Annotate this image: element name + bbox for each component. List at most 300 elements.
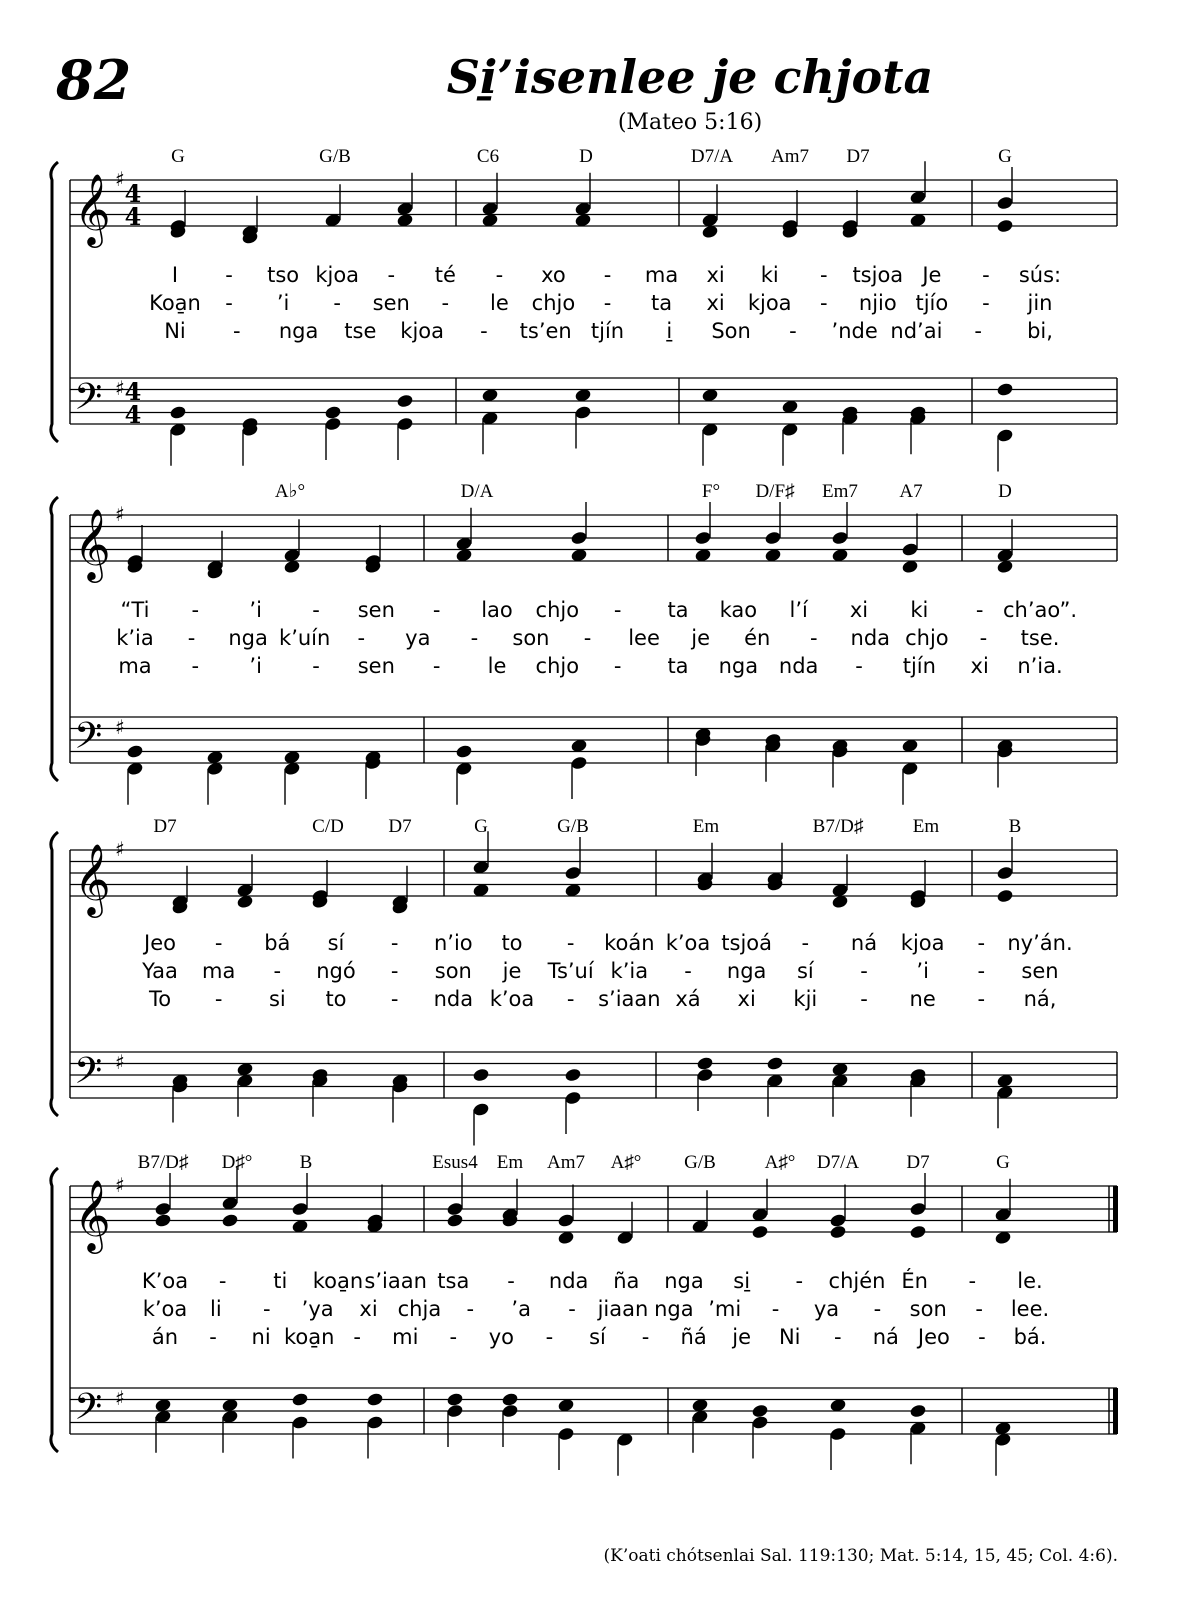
lyric-syllable: nga xyxy=(654,1297,694,1321)
bass-notehead xyxy=(564,1067,582,1082)
system-bracket xyxy=(51,162,58,442)
lyric-syllable: - xyxy=(975,1297,983,1321)
treble-notehead xyxy=(909,1201,927,1216)
lyric-syllable: - xyxy=(214,931,223,955)
bass-notehead xyxy=(564,1090,582,1105)
lyric-syllable: ma xyxy=(202,959,236,983)
chord-symbol: C6 xyxy=(476,146,500,167)
lyric-syllable: - xyxy=(225,263,233,287)
lyric-syllable: - xyxy=(225,291,233,315)
lyric-syllable: chjo xyxy=(535,598,580,622)
chord-symbol: A♯° xyxy=(610,1152,642,1173)
lyric-syllable: - xyxy=(613,654,622,678)
chord-symbol: D/F♯ xyxy=(755,481,795,502)
lyric-syllable: mi xyxy=(392,1325,419,1349)
bass-clef-icon: 𝄢 xyxy=(74,1386,103,1437)
bass-notehead xyxy=(169,405,187,420)
lyric-syllable: xi xyxy=(706,263,725,287)
treble-notehead xyxy=(291,1201,309,1216)
treble-notehead xyxy=(996,865,1014,880)
treble-notehead xyxy=(829,1224,847,1239)
treble-notehead xyxy=(996,218,1014,233)
lyric-syllable: koa̱n xyxy=(312,1269,364,1293)
chord-symbol: C/D xyxy=(312,816,344,837)
chord-symbol: B xyxy=(1008,816,1022,837)
key-signature-sharp-icon: ♯ xyxy=(115,376,125,400)
bass-notehead xyxy=(574,405,592,420)
lyric-syllable: - xyxy=(819,291,828,315)
system-1 xyxy=(51,146,1117,472)
system-bracket xyxy=(51,1168,58,1452)
lyric-syllable: nda xyxy=(778,654,819,678)
lyric-syllable: je xyxy=(502,959,522,983)
time-signature-bottom: 4 xyxy=(124,202,142,231)
lyric-syllable: Jeo xyxy=(144,931,176,955)
lyric-syllable: Ts’uí xyxy=(547,959,594,983)
treble-notehead xyxy=(764,530,782,545)
lyric-syllable: ya xyxy=(405,626,431,650)
lyric-syllable: li xyxy=(210,1297,222,1321)
lyric-syllable: koán xyxy=(604,931,655,955)
bass-clef-icon: 𝄢 xyxy=(74,376,103,427)
lyric-syllable: xi xyxy=(706,291,725,315)
key-signature-sharp-icon: ♯ xyxy=(115,1173,125,1197)
lyric-syllable: son xyxy=(434,959,472,983)
lyric-syllable: - xyxy=(974,319,983,343)
chord-symbol: D/A xyxy=(460,481,494,502)
lyric-syllable: - xyxy=(191,598,200,622)
lyric-syllable: - xyxy=(312,598,320,622)
lyric-syllable: lao xyxy=(481,598,513,622)
lyric-syllable: én xyxy=(744,626,771,650)
lyric-syllable: - xyxy=(390,959,399,983)
lyric-syllable: sí xyxy=(327,931,345,955)
lyric-syllable: k’ia xyxy=(116,626,154,650)
chord-symbol: D xyxy=(998,481,1012,502)
lyric-syllable: - xyxy=(312,654,320,678)
lyric-syllable: Yaa xyxy=(142,959,178,983)
lyric-syllable: nga xyxy=(228,626,268,650)
lyric-syllable: - xyxy=(979,626,988,650)
lyric-syllable: - xyxy=(357,626,366,650)
chord-symbol: Em xyxy=(912,816,940,837)
lyric-syllable: nga xyxy=(718,654,759,678)
lyric-syllable: k’oa xyxy=(665,931,711,955)
bass-notehead xyxy=(446,1392,464,1407)
lyric-syllable: ná xyxy=(850,931,878,955)
bass-notehead xyxy=(472,1067,490,1082)
lyric-syllable: Son xyxy=(711,319,751,343)
lyric-syllable: - xyxy=(390,987,399,1011)
lyric-syllable: té xyxy=(434,263,456,287)
lyric-syllable: án xyxy=(151,1325,179,1349)
lyric-syllable: Je xyxy=(922,263,942,287)
lyric-syllable: - xyxy=(684,959,692,983)
lyric-syllable: nda xyxy=(850,626,891,650)
lyric-syllable: tjín xyxy=(590,319,625,343)
treble-notehead xyxy=(831,530,849,545)
lyric-syllable: - xyxy=(390,931,399,955)
lyric-syllable: sí xyxy=(589,1325,606,1349)
chord-symbol: B xyxy=(299,1152,313,1173)
lyric-syllable: n’io xyxy=(433,931,473,955)
lyric-syllable: - xyxy=(432,654,441,678)
lyric-syllable: k’ia xyxy=(610,959,649,983)
chord-symbol: G xyxy=(171,146,185,167)
treble-notehead xyxy=(901,542,919,557)
lyric-syllable: - xyxy=(603,291,612,315)
chord-symbol: B7/D♯ xyxy=(137,1152,189,1173)
chord-symbol: B7/D♯ xyxy=(812,816,864,837)
lyric-syllable: ma xyxy=(118,654,152,678)
lyric-syllable: - xyxy=(968,1269,977,1293)
time-signature-top: 4 xyxy=(124,179,142,208)
bass-notehead xyxy=(366,1392,384,1407)
lyric-syllable: s’iaan xyxy=(364,1269,427,1293)
lyric-syllable: ts’en xyxy=(519,319,572,343)
lyric-syllable: - xyxy=(466,1297,475,1321)
lyric-syllable: si̱ xyxy=(733,1269,751,1293)
bass-clef-icon: 𝄢 xyxy=(74,1050,103,1101)
lyric-syllable: - xyxy=(860,959,868,983)
lyric-syllable: bá. xyxy=(1013,1325,1047,1349)
lyric-syllable: tse xyxy=(344,319,377,343)
bass-notehead xyxy=(324,416,342,431)
lyric-syllable: si xyxy=(268,987,286,1011)
lyric-syllable: to xyxy=(501,931,523,955)
key-signature-sharp-icon: ♯ xyxy=(115,502,125,526)
footer-references: (K’oati chótsenlai Sal. 119:130; Mat. 5:14, 15, 45; Col. 4:6). xyxy=(603,1546,1118,1566)
chord-symbol: A♯° xyxy=(764,1152,796,1173)
lyric-syllable: K’oa xyxy=(141,1269,189,1293)
lyric-syllable: ki xyxy=(910,598,929,622)
lyric-syllable: bi, xyxy=(1027,319,1053,343)
lyric-syllable: - xyxy=(855,654,863,678)
lyric-syllable: ni xyxy=(251,1325,271,1349)
lyric-syllable: - xyxy=(982,263,990,287)
chord-symbol: Em xyxy=(692,816,720,837)
treble-notehead xyxy=(996,195,1014,210)
lyric-syllable: - xyxy=(977,987,986,1011)
lyric-syllable: jin xyxy=(1027,291,1053,315)
chord-symbol: G/B xyxy=(684,1152,716,1173)
bass-notehead xyxy=(396,416,414,431)
lyric-syllable: ná xyxy=(872,1325,899,1349)
bass-notehead xyxy=(501,1403,519,1418)
lyric-syllable: - xyxy=(603,263,612,287)
lyric-syllable: sen xyxy=(357,654,395,678)
lyric-syllable: Koa̱n xyxy=(149,291,201,315)
lyric-syllable: xi xyxy=(849,598,869,622)
lyric-syllable: s’iaan xyxy=(598,987,661,1011)
lyric-syllable: sen xyxy=(372,291,410,315)
lyric-syllable: - xyxy=(795,1269,804,1293)
lyric-syllable: nga xyxy=(278,319,319,343)
lyric-syllable: chjo xyxy=(535,654,580,678)
bass-clef-icon: 𝄢 xyxy=(74,715,103,766)
chord-symbol: G/B xyxy=(557,816,589,837)
lyric-syllable: - xyxy=(819,263,828,287)
lyric-syllable: ñá xyxy=(680,1325,707,1349)
lyric-syllable: yo xyxy=(488,1325,515,1349)
treble-notehead xyxy=(570,530,588,545)
lyric-syllable: kao xyxy=(719,598,758,622)
chord-symbol: A7 xyxy=(899,481,923,502)
chord-symbol: D7 xyxy=(388,816,412,837)
bass-notehead xyxy=(996,382,1014,397)
lyric-syllable: ch’ao”. xyxy=(1002,598,1078,622)
chord-symbol: D7/A xyxy=(816,1152,860,1173)
treble-notehead xyxy=(694,530,712,545)
bass-notehead xyxy=(291,1415,309,1430)
lyric-syllable: tsjoa xyxy=(852,263,904,287)
lyric-syllable: - xyxy=(495,263,504,287)
bass-notehead xyxy=(291,1392,309,1407)
lyric-syllable: ’i xyxy=(276,291,290,315)
lyric-syllable: - xyxy=(566,987,575,1011)
bass-notehead xyxy=(557,1426,575,1441)
lyric-syllable: tjío xyxy=(915,291,949,315)
lyric-syllable: tjín xyxy=(902,654,936,678)
lyric-syllable: k’oa xyxy=(142,1297,188,1321)
lyric-syllable: ’ya xyxy=(301,1297,334,1321)
chord-symbol: A♭° xyxy=(274,481,306,502)
lyric-syllable: ny’án. xyxy=(1007,931,1073,955)
lyric-syllable: - xyxy=(187,626,196,650)
hymn-number: 82 xyxy=(56,48,132,112)
treble-notehead xyxy=(996,888,1014,903)
chord-symbol: F° xyxy=(701,481,721,502)
bass-notehead xyxy=(126,744,144,759)
lyric-syllable: le xyxy=(487,654,507,678)
lyric-syllable: tso xyxy=(267,263,300,287)
treble-clef-icon: 𝄞 xyxy=(74,172,111,245)
system-bracket xyxy=(51,497,58,781)
bass-notehead xyxy=(324,405,342,420)
lyric-syllable: ’nde xyxy=(831,319,878,343)
lyric-syllable: i̱ xyxy=(666,319,673,343)
lyric-syllable: - xyxy=(480,319,488,343)
lyric-syllable: - xyxy=(191,654,200,678)
bass-notehead xyxy=(996,428,1014,443)
lyric-syllable: ta xyxy=(667,654,689,678)
lyric-syllable: - xyxy=(262,1297,271,1321)
lyric-syllable: kjoa xyxy=(900,931,945,955)
treble-notehead xyxy=(446,1201,464,1216)
treble-notehead xyxy=(221,1213,239,1228)
lyric-syllable: chjén xyxy=(828,1269,886,1293)
lyric-syllable: sí xyxy=(796,959,814,983)
lyric-syllable: njio xyxy=(858,291,897,315)
treble-notehead xyxy=(564,865,582,880)
hymn-title: Si̱’isenlee je chjota xyxy=(446,50,934,104)
lyric-syllable: I xyxy=(171,263,179,287)
lyric-syllable: xi xyxy=(359,1297,378,1321)
lyric-syllable: ma xyxy=(644,263,679,287)
lyric-syllable: - xyxy=(566,931,575,955)
treble-notehead xyxy=(829,1213,847,1228)
bass-notehead xyxy=(446,1403,464,1418)
lyric-syllable: sús: xyxy=(1018,263,1062,287)
chord-symbol: G xyxy=(996,1152,1010,1173)
lyric-syllable: ki xyxy=(760,263,779,287)
chord-symbol: Am7 xyxy=(547,1152,585,1173)
lyric-syllable: le. xyxy=(1017,1269,1043,1293)
lyric-syllable: - xyxy=(873,1297,882,1321)
lyric-syllable: - xyxy=(809,626,818,650)
treble-clef-icon: 𝄞 xyxy=(74,507,111,580)
bass-notehead xyxy=(472,1102,490,1117)
lyric-syllable: ne xyxy=(909,987,936,1011)
lyric-syllable: nd’ai xyxy=(890,319,943,343)
lyric-syllable: - xyxy=(801,931,810,955)
lyric-syllable: je xyxy=(732,1325,752,1349)
key-signature-sharp-icon: ♯ xyxy=(115,1386,125,1410)
bass-notehead xyxy=(366,1415,384,1430)
lyric-syllable: - xyxy=(545,1325,554,1349)
lyric-syllable: To xyxy=(148,987,172,1011)
lyric-syllable: bá xyxy=(264,931,291,955)
lyric-syllable: xá xyxy=(675,987,701,1011)
lyric-syllable: to xyxy=(325,987,347,1011)
lyric-syllable: nga xyxy=(664,1269,704,1293)
lyric-syllable: kjoa xyxy=(400,319,445,343)
bass-notehead xyxy=(696,1067,714,1082)
lyric-syllable: chjo xyxy=(531,291,576,315)
chord-symbol: Em7 xyxy=(822,481,858,502)
lyric-syllable: ’mi xyxy=(708,1297,742,1321)
lyric-syllable: tse. xyxy=(1020,626,1060,650)
key-signature-sharp-icon: ♯ xyxy=(115,837,125,861)
lyric-syllable: ta xyxy=(667,598,689,622)
lyric-syllable: - xyxy=(789,319,797,343)
bass-notehead xyxy=(396,393,414,408)
lyric-syllable: ya xyxy=(813,1297,840,1321)
lyric-syllable: k’uín xyxy=(279,626,331,650)
key-signature-sharp-icon: ♯ xyxy=(115,167,125,191)
treble-notehead xyxy=(154,1201,172,1216)
lyric-syllable: son xyxy=(909,1297,947,1321)
lyric-syllable: xi xyxy=(970,654,989,678)
lyric-syllable: nga xyxy=(726,959,767,983)
lyric-syllable: ti xyxy=(273,1269,288,1293)
chord-symbol: D xyxy=(579,146,593,167)
final-thick-barline xyxy=(1113,1186,1118,1232)
lyric-syllable: - xyxy=(432,598,441,622)
lyric-syllable: lee xyxy=(628,626,660,650)
bass-notehead xyxy=(696,1056,714,1071)
system-2 xyxy=(51,481,1117,805)
lyric-syllable: ná, xyxy=(1023,987,1057,1011)
treble-clef-icon: 𝄞 xyxy=(74,1178,111,1251)
lyric-syllable: chjo xyxy=(905,626,949,650)
lyric-syllable: - xyxy=(583,626,592,650)
lyric-syllable: je xyxy=(691,626,711,650)
lyric-syllable: - xyxy=(441,291,450,315)
lyric-syllable: - xyxy=(353,1325,362,1349)
time-signature-top: 4 xyxy=(124,377,142,406)
lyric-syllable: - xyxy=(218,1269,227,1293)
chord-symbol: D♯° xyxy=(221,1152,253,1173)
lyric-syllable: - xyxy=(507,1269,515,1293)
lyric-syllable: k’oa xyxy=(489,987,535,1011)
lyric-syllable: - xyxy=(860,987,868,1011)
system-bracket xyxy=(51,832,58,1116)
bass-notehead xyxy=(751,1415,769,1430)
chord-symbol: Em xyxy=(496,1152,524,1173)
chord-symbol: G/B xyxy=(319,146,351,167)
lyric-syllable: - xyxy=(977,959,986,983)
lyric-syllable: ngó xyxy=(316,959,356,983)
lyric-syllable: nda xyxy=(548,1269,589,1293)
lyric-syllable: ña xyxy=(613,1269,640,1293)
lyric-syllable: ’a xyxy=(511,1297,531,1321)
bass-notehead xyxy=(766,1056,784,1071)
lyric-syllable: Ni xyxy=(778,1325,801,1349)
lyric-syllable: ta xyxy=(651,291,673,315)
time-signature-bottom: 4 xyxy=(124,400,142,429)
chord-symbol: Am7 xyxy=(771,146,809,167)
lyric-syllable: - xyxy=(273,959,282,983)
lyric-syllable: - xyxy=(449,1325,458,1349)
lyric-syllable: ’i xyxy=(249,598,262,622)
treble-notehead xyxy=(154,1213,172,1228)
key-signature-sharp-icon: ♯ xyxy=(115,1050,125,1074)
bass-notehead xyxy=(455,744,473,759)
treble-clef-icon: 𝄞 xyxy=(74,842,111,915)
lyric-syllable: “Ti xyxy=(120,598,150,622)
lyric-syllable: - xyxy=(333,291,341,315)
lyric-syllable: - xyxy=(232,319,241,343)
lyric-syllable: tsjoá xyxy=(721,931,773,955)
lyric-syllable: - xyxy=(470,626,479,650)
lyric-syllable: - xyxy=(833,1325,842,1349)
bass-notehead xyxy=(829,1426,847,1441)
lyric-syllable: kjoa xyxy=(747,291,792,315)
lyric-syllable: xi xyxy=(737,987,756,1011)
chord-symbol: Esus4 xyxy=(432,1152,478,1173)
final-thick-barline xyxy=(1113,1388,1118,1434)
lyric-syllable: kjoa xyxy=(315,263,360,287)
bass-notehead xyxy=(501,1392,519,1407)
scripture-reference: (Mateo 5:16) xyxy=(617,110,763,135)
lyric-syllable: - xyxy=(977,931,986,955)
chord-symbol: G xyxy=(474,816,488,837)
lyric-syllable: sen xyxy=(357,598,395,622)
treble-notehead xyxy=(751,1224,769,1239)
lyric-syllable: - xyxy=(214,987,223,1011)
lyric-syllable: - xyxy=(975,598,984,622)
treble-notehead xyxy=(909,1224,927,1239)
lyric-syllable: son xyxy=(512,626,550,650)
lyric-syllable: Én xyxy=(901,1269,928,1293)
lyric-syllable: - xyxy=(771,1297,780,1321)
system-3 xyxy=(51,816,1117,1146)
chord-symbol: D7/A xyxy=(690,146,734,167)
lyric-syllable: - xyxy=(613,598,622,622)
lyric-syllable: Ni xyxy=(164,319,186,343)
lyric-syllable: ’i xyxy=(249,654,262,678)
lyric-syllable: Jeo xyxy=(917,1325,950,1349)
lyric-syllable: chja xyxy=(397,1297,442,1321)
bass-notehead xyxy=(570,755,588,770)
lyric-syllable: - xyxy=(982,291,990,315)
lyric-syllable: koa̱n xyxy=(283,1325,335,1349)
lyric-syllable: - xyxy=(641,1325,650,1349)
lyric-syllable: le xyxy=(489,291,509,315)
lyric-syllable: - xyxy=(978,1325,986,1349)
lyric-syllable: - xyxy=(387,263,396,287)
